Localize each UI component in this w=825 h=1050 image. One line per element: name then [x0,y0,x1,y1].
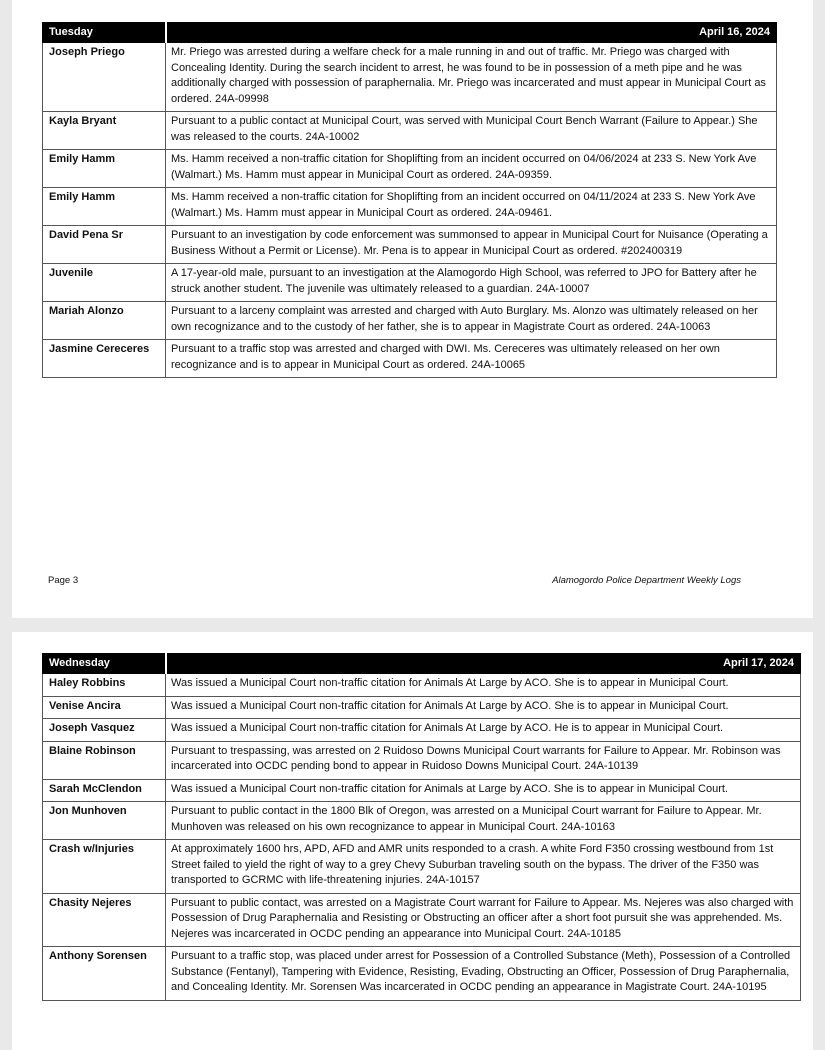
person-name: Blaine Robinson [43,741,166,779]
incident-text: Was issued a Municipal Court non-traffic citation for Animals at Large by ACO. She is to appear in Municipal Court. [166,779,801,802]
table-header-row [43,23,777,43]
incident-text: At approximately 1600 hrs, APD, AFD and AMR units responded to a crash. A white Ford F350 crossing westbound from 1st Street failed to yield the right of way to a grey Chevy Suburban traveling south on the bypass. The driver of the F350 was transported to GCRMC with life-threatening injuries. 24A-10157 [166,840,801,894]
log-table-wednesday [42,653,801,1001]
person-name: Chasity Nejeres [43,893,166,947]
log-page-wednesday [12,632,813,1050]
date-heading: April 17, 2024 [166,654,801,674]
day-heading: Tuesday [43,23,166,43]
date-heading: April 16, 2024 [166,23,777,43]
person-name: Anthony Sorensen [43,947,166,1001]
table-row [43,719,801,742]
person-name: Crash w/Injuries [43,840,166,894]
person-name: Joseph Priego [43,43,166,112]
footer-title: Alamogordo Police Department Weekly Logs [552,575,741,586]
log-page-tuesday [12,0,813,618]
incident-text: Was issued a Municipal Court non-traffic citation for Animals At Large by ACO. She is to appear in Municipal Court. [166,674,801,697]
table-row [43,674,801,697]
day-heading: Wednesday [43,654,166,674]
table-row [43,779,801,802]
incident-text: Pursuant to a traffic stop, was placed under arrest for Possession of a Controlled Substance (Meth), Possession of a Controlled Substance (Fentanyl), Tampering with Evidence, Resisting, Evading, Obstructing an Officer, Possession of Drug Paraphernalia, and Concealing Identity. Mr. Sorensen Was incarcerated in OCDC pending an appearance in Magistrate Court. 24A-10195 [166,947,801,1001]
table-row [43,226,777,264]
person-name: Joseph Vasquez [43,719,166,742]
person-name: Jasmine Cereceres [43,340,166,378]
incident-text: Was issued a Municipal Court non-traffic citation for Animals At Large by ACO. She is to appear in Municipal Court. [166,696,801,719]
incident-text: Pursuant to public contact, was arrested on a Magistrate Court warrant for Failure to Appear. Ms. Nejeres was also charged with Possession of Drug Paraphernalia and Resisting or Obstructing an officer after a short foot pursuit she was apprehended. Ms. Nejeres was incarcerated in OCDC pending an appearance into Municipal Court. 24A-10185 [166,893,801,947]
person-name: Kayla Bryant [43,112,166,150]
table-row [43,893,801,947]
page-number: Page 3 [48,575,79,586]
person-name: Juvenile [43,264,166,302]
person-name: Venise Ancira [43,696,166,719]
person-name: Mariah Alonzo [43,302,166,340]
table-row [43,302,777,340]
table-row [43,840,801,894]
incident-text: Ms. Hamm received a non-traffic citation for Shoplifting from an incident occurred on 04/06/2024 at 233 S. New York Ave (Walmart.) Ms. Hamm must appear in Municipal Court as ordered. 24A-09359. [166,150,777,188]
table-row [43,112,777,150]
table-row [43,696,801,719]
table-row [43,43,777,112]
table-row [43,947,801,1001]
incident-text: Mr. Priego was arrested during a welfare check for a male running in and out of traffic. Mr. Priego was charged with Concealing Identity. During the search incident to arrest, he was found to be in possession of a meth pipe and he was additionally charged with possession of paraphernalia. Mr. Priego was incarcerated and must appear in Municipal Court as ordered. 24A-09998 [166,43,777,112]
table-header-row [43,654,801,674]
incident-text: Pursuant to a larceny complaint was arrested and charged with Auto Burglary. Ms. Alonzo was ultimately released on her own recognizance and to the custody of her father, she is to appear in Magistrate Court as ordered. 24A-10063 [166,302,777,340]
log-table-tuesday [42,22,777,378]
incident-text: Ms. Hamm received a non-traffic citation for Shoplifting from an incident occurred on 04/11/2024 at 233 S. New York Ave (Walmart.) Ms. Hamm must appear in Municipal Court as ordered. 24A-09461. [166,188,777,226]
incident-text: Pursuant to an investigation by code enforcement was summonsed to appear in Municipal Court for Nuisance (Operating a Business Without a Permit or License). Mr. Pena is to appear in Municipal Court as ordered. #202400319 [166,226,777,264]
table-row [43,802,801,840]
person-name: David Pena Sr [43,226,166,264]
table-row [43,264,777,302]
table-row [43,188,777,226]
incident-text: Pursuant to a traffic stop was arrested and charged with DWI. Ms. Cereceres was ultimately released on her own recognizance and is to appear in Municipal Court as ordered. 24A-10065 [166,340,777,378]
table-row [43,741,801,779]
person-name: Emily Hamm [43,188,166,226]
table-row [43,150,777,188]
incident-text: Pursuant to a public contact at Municipal Court, was served with Municipal Court Bench Warrant (Failure to Appear.) She was released to the courts. 24A-10002 [166,112,777,150]
incident-text: A 17-year-old male, pursuant to an investigation at the Alamogordo High School, was referred to JPO for Battery after he struck another student. The juvenile was ultimately released to a guardian. 24A-10007 [166,264,777,302]
person-name: Jon Munhoven [43,802,166,840]
table-row [43,340,777,378]
incident-text: Pursuant to public contact in the 1800 Blk of Oregon, was arrested on a Municipal Court warrant for Failure to Appear. Mr. Munhoven was released on his own recognizance to appear in Municipal Court. 24A-10163 [166,802,801,840]
person-name: Sarah McClendon [43,779,166,802]
incident-text: Was issued a Municipal Court non-traffic citation for Animals At Large by ACO. He is to appear in Municipal Court. [166,719,801,742]
incident-text: Pursuant to trespassing, was arrested on 2 Ruidoso Downs Municipal Court warrants for Failure to Appear. Mr. Robinson was incarcerated into OCDC pending bond to appear in Ruidoso Downs Municipal Court. 24A-10139 [166,741,801,779]
person-name: Haley Robbins [43,674,166,697]
person-name: Emily Hamm [43,150,166,188]
